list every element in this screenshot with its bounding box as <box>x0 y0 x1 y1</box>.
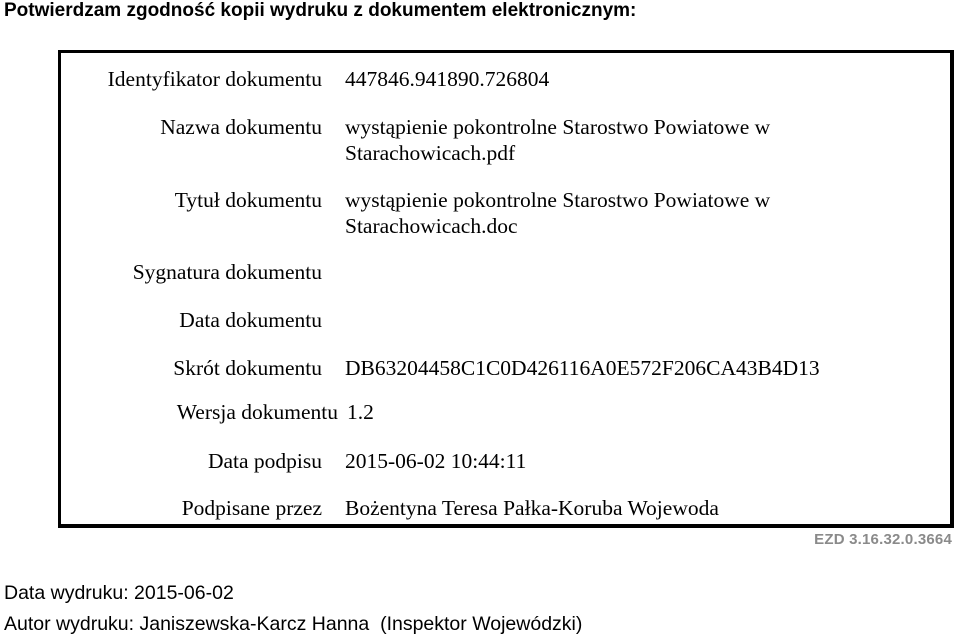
document-version-label: Wersja dokumentu <box>176 400 338 424</box>
document-title-value-line-1: wystąpienie pokontrolne Starostwo Powiatowe w <box>345 188 771 212</box>
signing-date-value <box>345 448 905 474</box>
document-id-value-line-1: 447846.941890.726804 <box>345 67 550 91</box>
document-hash-value-line-1: DB63204458C1C0D426116A0E572F206CA43B4D13 <box>345 356 820 380</box>
document-title-value-line-2: Starachowicach.doc <box>345 214 518 238</box>
document-name-value-line-1: wystąpienie pokontrolne Starostwo Powiatowe w <box>345 115 771 139</box>
confirmation-heading: Potwierdzam zgodność kopii wydruku z dokumentem elektronicznym: <box>4 0 637 21</box>
document-details-table <box>58 50 954 528</box>
document-title-label: Tytuł dokumentu <box>174 188 322 212</box>
signed-by-value <box>345 495 905 521</box>
signing-date-value-line-1: 2015-06-02 10:44:11 <box>345 449 527 473</box>
document-name-value <box>345 114 905 166</box>
document-hash-label: Skrót dokumentu <box>173 356 322 380</box>
document-hash-value <box>345 355 905 381</box>
signing-date-label: Data podpisu <box>207 449 322 473</box>
signed-by-label: Podpisane przez <box>181 496 322 520</box>
print-author: Autor wydruku: Janiszewska-Karcz Hanna (Inspektor Wojewódzki) <box>4 613 583 635</box>
document-id-value <box>345 66 905 92</box>
document-version-value-line-1: 1.2 <box>347 400 374 424</box>
document-date-label: Data dokumentu <box>179 308 322 332</box>
document-name-value-line-2: Starachowicach.pdf <box>345 141 516 165</box>
document-title-value <box>345 187 905 239</box>
print-date: Data wydruku: 2015-06-02 <box>4 582 234 604</box>
signed-by-value-line-1: Bożentyna Teresa Pałka-Koruba Wojewoda <box>345 496 719 520</box>
document-version-value <box>347 399 907 425</box>
document-id-label: Identyfikator dokumentu <box>107 67 322 91</box>
document-signature-label: Sygnatura dokumentu <box>132 260 322 284</box>
system-version: EZD 3.16.32.0.3664 <box>814 531 952 548</box>
document-name-label: Nazwa dokumentu <box>160 115 322 139</box>
